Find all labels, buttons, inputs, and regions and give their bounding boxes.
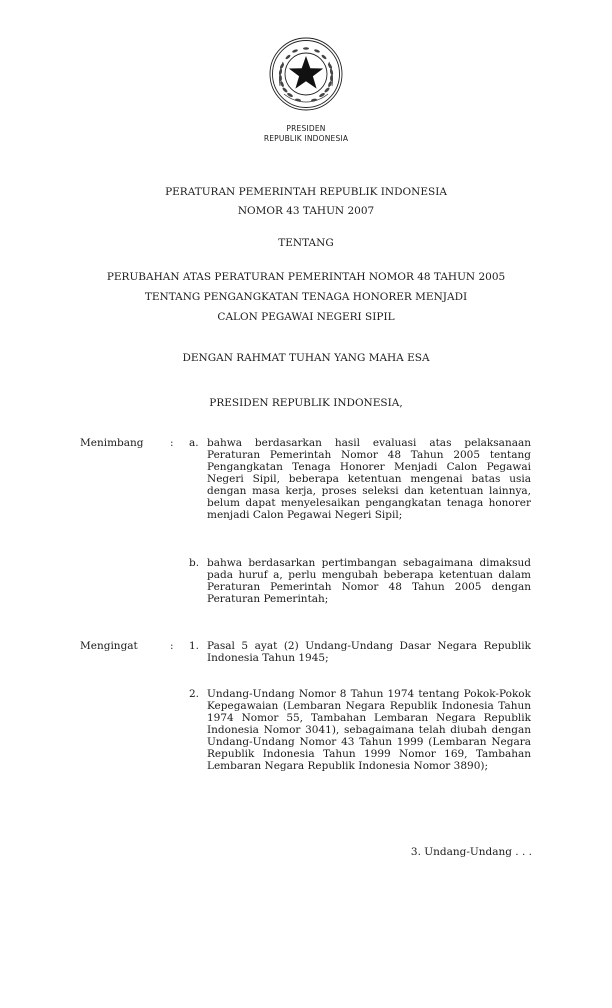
mengingat-item-2-marker: 2. <box>189 688 200 700</box>
menimbang-item-b-text: bahwa berdasarkan pertimbangan sebagaimana dimaksud pada huruf a, perlu mengubah beberapa ketentuan dalam Peraturan Pemerintah Nomor 48 Tahun 2005 dengan Peraturan Pemerintah; <box>207 557 531 605</box>
republik-indonesia-caption: REPUBLIK INDONESIA <box>263 134 349 143</box>
garuda-star-emblem-icon <box>268 36 344 112</box>
subject-line-3: CALON PEGAWAI NEGERI SIPIL <box>217 311 395 323</box>
menimbang-colon: : <box>170 437 174 449</box>
menimbang-item-a-marker: a. <box>189 437 199 449</box>
mengingat-item-2-text: Undang-Undang Nomor 8 Tahun 1974 tentang Pokok-Pokok Kepegawaian (Lembaran Negara Republik Indonesia Tahun 1974 Nomor 55, Tambahan Lembaran Negara Republik Indonesia Nomor 3041), sebagaimana telah diubah dengan Undang-Undang Nomor 43 Tahun 1999 (Lembaran Negara Republik Indonesia Tahun 1999 Nomor 169, Tambahan Lembaran Negara Republik Indonesia Nomor 3890); <box>207 688 531 772</box>
mengingat-label: Mengingat <box>80 640 138 652</box>
regulation-number: NOMOR 43 TAHUN 2007 <box>237 205 375 217</box>
menimbang-item-a-text: bahwa berdasarkan hasil evaluasi atas pelaksanaan Peraturan Pemerintah Nomor 48 Tahun 2005 tentang Pengangkatan Tenaga Honorer Menjadi Calon Pegawai Negeri Sipil, beberapa ketentuan mengenai batas usia dengan masa kerja, proses seleksi dan ketentuan lainnya, belum dapat menyelesaikan pengangkatan tenaga honorer menjadi Calon Pegawai Negeri Sipil; <box>207 437 531 521</box>
issuer: PRESIDEN REPUBLIK INDONESIA, <box>209 397 403 409</box>
page-continuation: 3. Undang-Undang . . . <box>410 846 532 858</box>
regulation-title: PERATURAN PEMERINTAH REPUBLIK INDONESIA <box>165 186 447 198</box>
subject-line-1: PERUBAHAN ATAS PERATURAN PEMERINTAH NOMOR 48 TAHUN 2005 <box>106 271 506 283</box>
subject-line-2: TENTANG PENGANGKATAN TENAGA HONORER MENJADI <box>144 291 468 303</box>
mengingat-colon: : <box>170 640 174 652</box>
presiden-caption: PRESIDEN <box>286 124 326 133</box>
invocation: DENGAN RAHMAT TUHAN YANG MAHA ESA <box>182 352 430 364</box>
mengingat-item-1-text: Pasal 5 ayat (2) Undang-Undang Dasar Negara Republik Indonesia Tahun 1945; <box>207 640 531 664</box>
menimbang-label: Menimbang <box>80 437 144 449</box>
mengingat-item-1-marker: 1. <box>189 640 200 652</box>
tentang-heading: TENTANG <box>278 237 334 249</box>
menimbang-item-b-marker: b. <box>189 557 200 569</box>
